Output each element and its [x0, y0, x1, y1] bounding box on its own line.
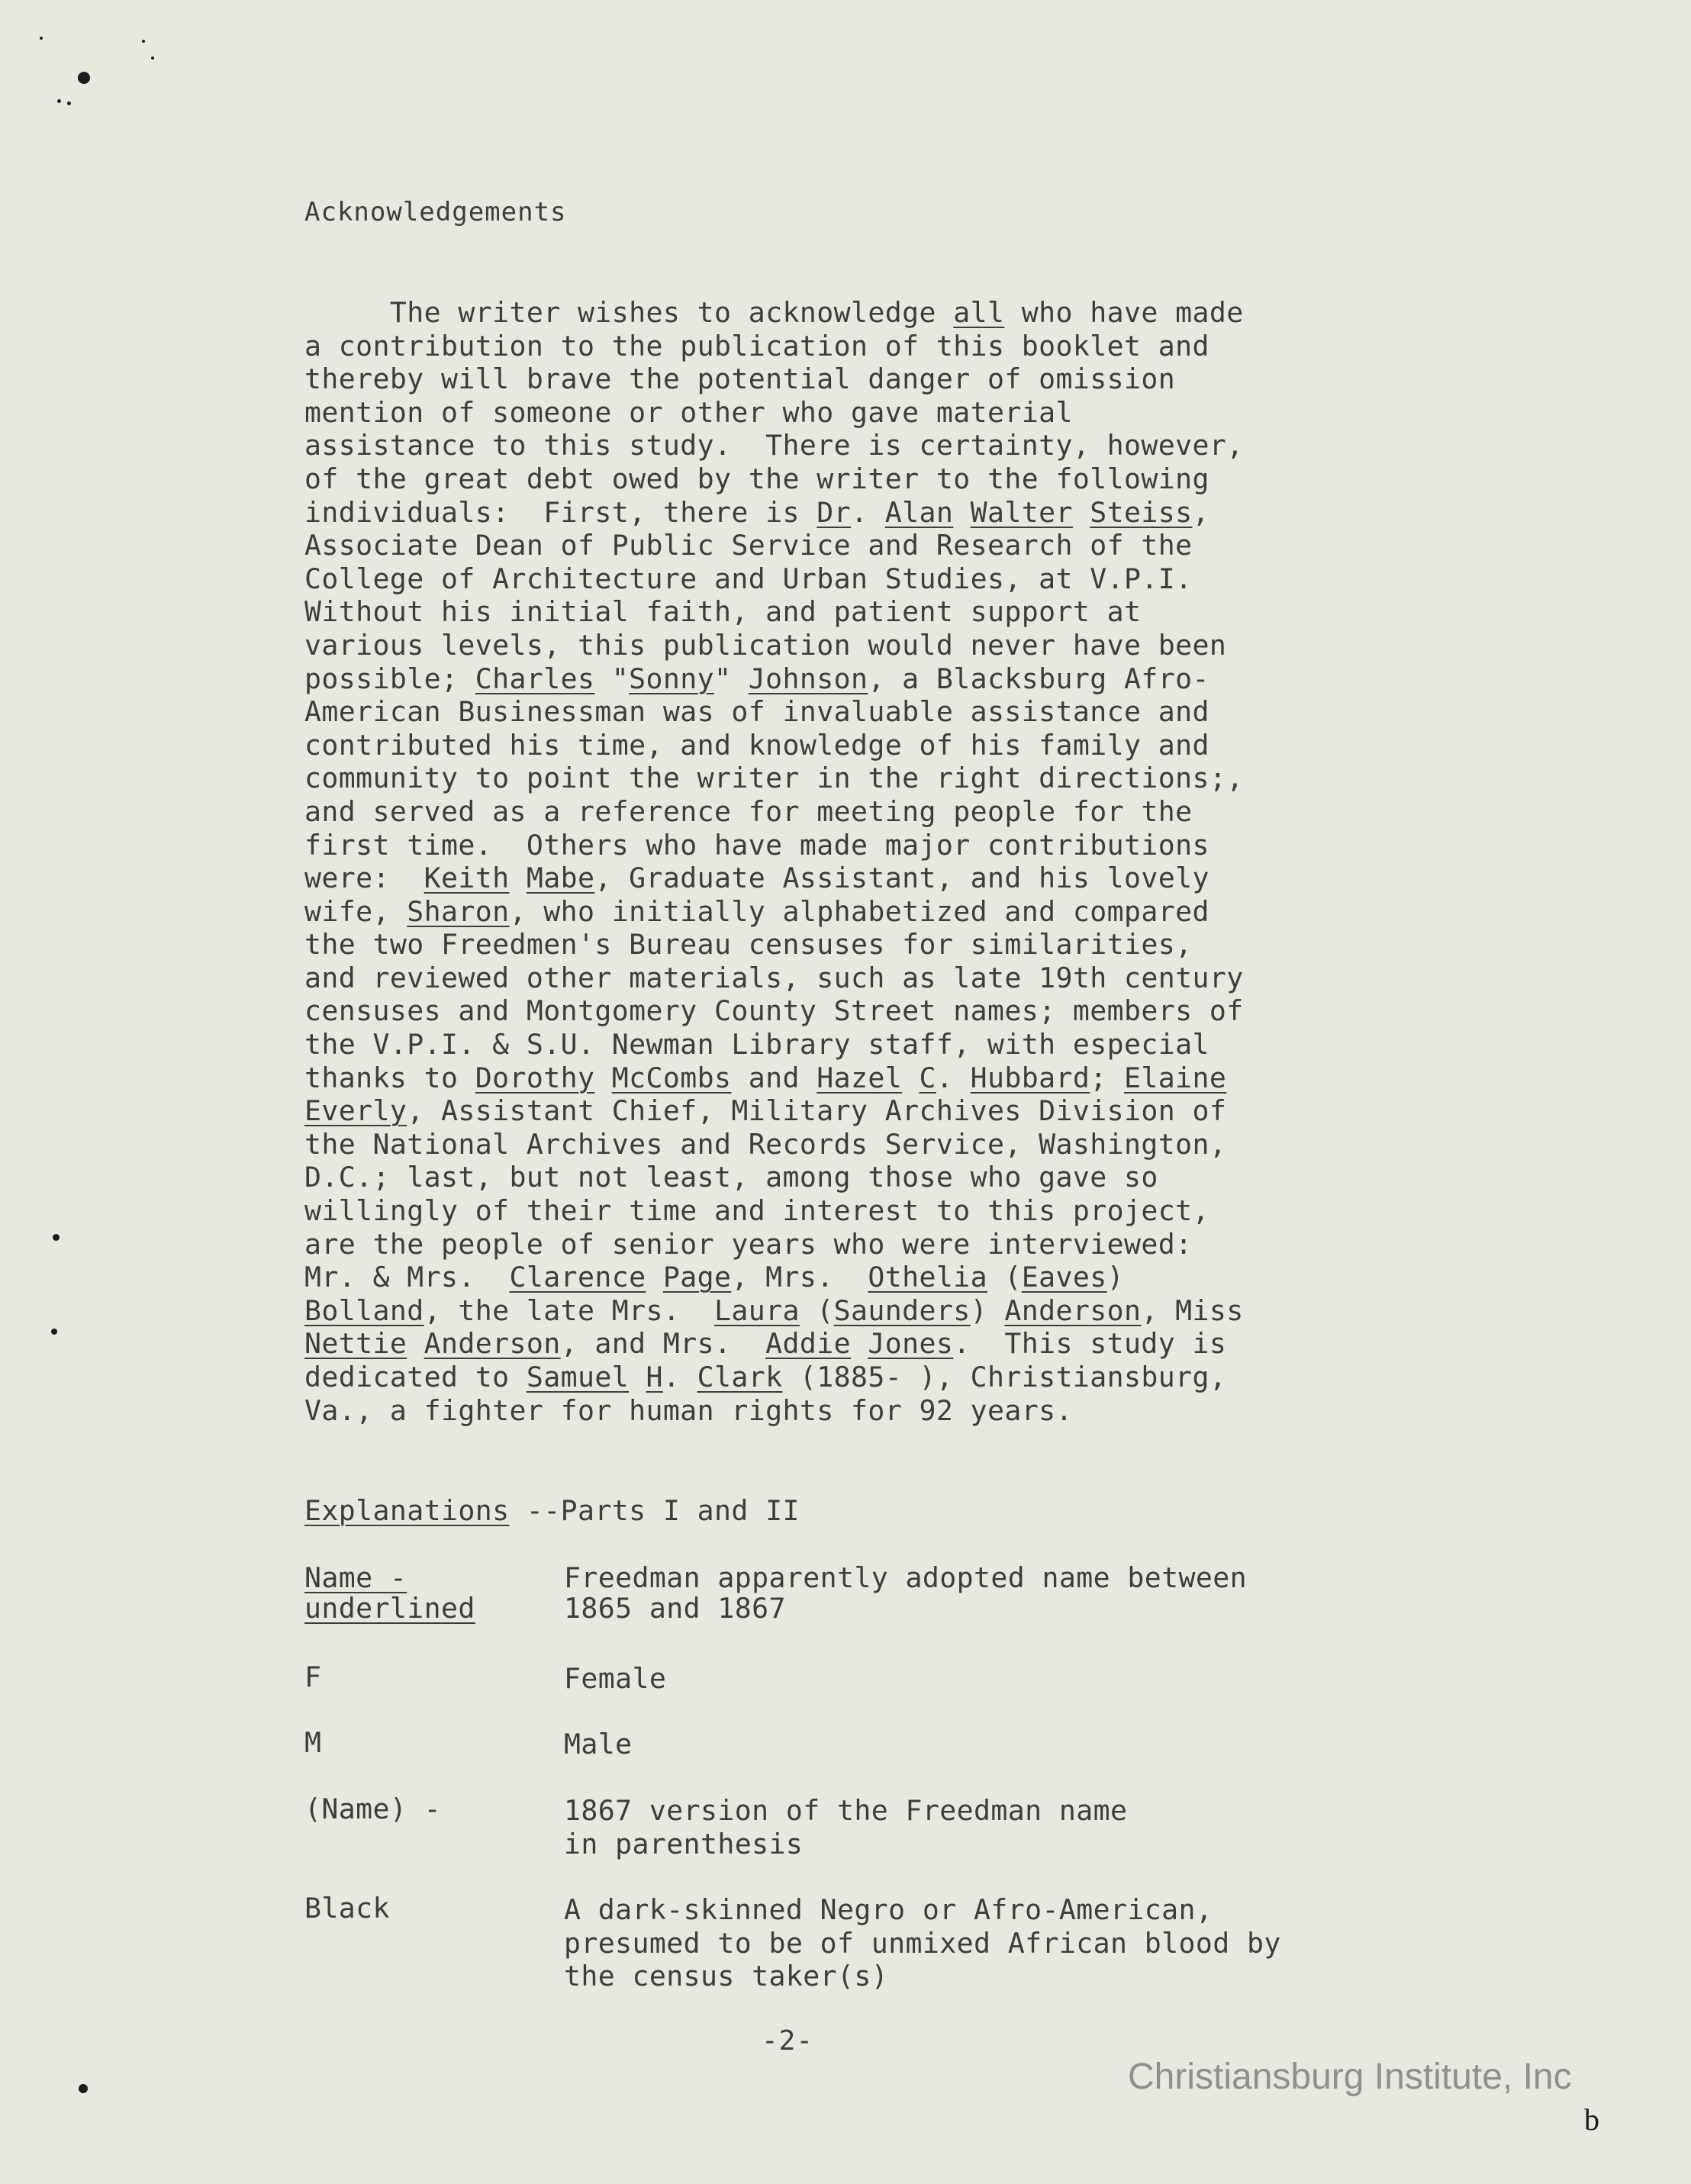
explanation-definition [564, 1893, 1281, 1993]
text-segment: , Mrs. [731, 1261, 868, 1294]
text-segment: Associate Dean of Public Service and Research of the [304, 529, 1193, 562]
underlined-text: Saunders [833, 1293, 971, 1327]
underlined-text: Keith [424, 862, 510, 895]
paragraph-line [304, 330, 1403, 363]
explanation-definition-line: Male [564, 1728, 633, 1760]
text-segment: ) [1106, 1261, 1124, 1294]
text-segment: wife, [304, 894, 407, 928]
ink-speck [51, 1329, 57, 1335]
text-segment: ( [987, 1261, 1022, 1294]
explanation-term-line: underlined [304, 1592, 475, 1625]
explanation-definition-line: in parenthesis [564, 1827, 804, 1860]
text-segment: " [594, 662, 630, 695]
text-segment [510, 862, 527, 894]
paragraph-line [304, 994, 1403, 1028]
ink-speck [57, 99, 61, 103]
underlined-text: H [646, 1361, 663, 1393]
underlined-text: Walter [970, 495, 1073, 529]
text-segment: ( [799, 1293, 834, 1327]
underlined-text: Anderson [424, 1327, 561, 1361]
paragraph-line [304, 895, 1403, 929]
explanation-definition-line: presumed to be of unmixed African blood by [564, 1926, 1281, 1960]
ink-speck [142, 40, 145, 43]
archive-watermark: Christiansburg Institute, Inc [1128, 2057, 1572, 2097]
paragraph-line [304, 396, 1403, 430]
paragraph-line [304, 829, 1403, 862]
explanation-term [304, 1893, 390, 1924]
paragraph-line [304, 362, 1403, 396]
text-segment: first time. Others who have made major contributions [304, 828, 1209, 862]
paragraph-line [304, 595, 1403, 629]
text-segment: mention of someone or other who gave material [304, 395, 1073, 429]
underlined-text: Alan [884, 495, 954, 529]
text-segment: , Assistant Chief, Military Archives Division of [407, 1094, 1227, 1128]
underlined-text: Othelia [868, 1261, 987, 1294]
explanations-heading [304, 1494, 800, 1527]
explanation-definition-line: the census taker(s) [564, 1960, 889, 1993]
paragraph-line [304, 429, 1403, 462]
paragraph-line [304, 496, 1403, 530]
explanation-definition-line: Freedman apparently adopted name between [564, 1561, 1247, 1594]
paragraph-line [304, 695, 1403, 729]
ink-speck [79, 2084, 88, 2093]
paragraph-line [304, 1161, 1403, 1194]
explanation-term-line: F [304, 1661, 322, 1693]
underlined-text: Everly [304, 1094, 407, 1128]
page-title: Acknowledgements [304, 197, 567, 227]
page-number: -2- [762, 2025, 814, 2057]
paragraph-line [304, 1094, 1403, 1128]
text-segment [646, 1261, 663, 1293]
explanation-definition-line: 1867 version of the Freedman name [564, 1794, 1128, 1827]
explanation-term-line: Black [304, 1892, 390, 1925]
text-segment: American Businessman was of invaluable assistance and [304, 695, 1209, 729]
text-segment: Va., a fighter for human rights for 92 years. [304, 1393, 1073, 1427]
paragraph-line [304, 662, 1403, 696]
text-segment: , a Blacksburg Afro- [868, 662, 1209, 695]
underlined-text: Clark [697, 1361, 783, 1393]
ink-speck [40, 37, 43, 40]
text-segment: were: [304, 862, 424, 895]
paragraph-line [304, 1294, 1403, 1328]
underlined-text: Elaine [1124, 1061, 1227, 1094]
paragraph-line [304, 562, 1403, 596]
underlined-text: Laura [714, 1293, 800, 1327]
underlined-text: Hubbard [970, 1061, 1090, 1094]
paragraph-line [304, 462, 1403, 496]
paragraph-line [304, 629, 1403, 662]
text-segment: D.C.; last, but not least, among those who gave so [304, 1161, 1158, 1194]
explanation-term-line: Name - [304, 1561, 407, 1594]
text-segment: (1885- ), Christiansburg, [782, 1361, 1227, 1393]
underlined-text: Samuel [526, 1361, 630, 1393]
text-segment: College of Architecture and Urban Studies, at V.P.I. [304, 562, 1193, 595]
paragraph-line [304, 795, 1403, 829]
explanation-term [304, 1794, 441, 1825]
ink-speck [67, 101, 71, 105]
underlined-text: Hazel [817, 1061, 903, 1094]
underlined-text: Nettie [304, 1327, 407, 1361]
underlined-text: Clarence [509, 1261, 646, 1294]
text-segment: ) [970, 1293, 1005, 1327]
underlined-text: Jones [868, 1327, 954, 1361]
underlined-text: Bolland [304, 1293, 424, 1327]
underlined-text: Eaves [1021, 1261, 1107, 1294]
underlined-text: Addie [765, 1327, 851, 1361]
text-segment: , who initially alphabetized and compared [509, 894, 1209, 928]
text-segment: , Miss [1141, 1293, 1244, 1327]
text-segment: " [714, 662, 749, 695]
underlined-text: C [919, 1061, 936, 1094]
text-segment: thereby will brave the potential danger of omission [304, 362, 1176, 396]
explanation-definition [564, 1794, 1127, 1860]
paragraph-line [304, 729, 1403, 762]
paragraph-line [304, 1061, 1403, 1095]
text-segment: the two Freedmen's Bureau censuses for similarities, [304, 928, 1193, 962]
text-segment: individuals: First, there is [304, 495, 817, 529]
paragraph-line [304, 1228, 1403, 1261]
text-segment [407, 1327, 424, 1360]
explanations-heading-suffix: --Parts I and II [509, 1494, 800, 1527]
text-segment: , [1192, 495, 1209, 529]
paragraph-line [304, 296, 1403, 330]
underlined-text: Charles [475, 662, 595, 695]
explanation-term [304, 1563, 475, 1624]
underlined-text: Johnson [748, 662, 868, 695]
text-segment: and served as a reference for meeting people for the [304, 794, 1193, 828]
underlined-text: Dorothy [475, 1061, 595, 1094]
underlined-text: Page [662, 1261, 732, 1294]
underlined-text: Sonny [629, 662, 714, 695]
text-segment: of the great debt owed by the writer to the following [304, 462, 1209, 495]
text-segment: various levels, this publication would never have been [304, 628, 1227, 662]
text-segment: The writer wishes to acknowledge [304, 296, 954, 329]
text-segment: thanks to [304, 1061, 475, 1094]
text-segment [629, 1361, 646, 1393]
text-segment: . This study is [953, 1327, 1227, 1361]
underlined-text: Sharon [407, 894, 510, 928]
paragraph-line [304, 1028, 1403, 1061]
explanation-definition [564, 1563, 1247, 1624]
paragraph-line [304, 962, 1403, 995]
underlined-text: all [953, 296, 1005, 329]
underlined-text: McCombs [611, 1061, 732, 1094]
text-segment: community to point the writer in the right directions;, [304, 762, 1244, 795]
paragraph-line [304, 862, 1403, 895]
text-segment: and [731, 1061, 817, 1094]
text-segment: the National Archives and Records Service, Washington, [304, 1127, 1227, 1161]
text-segment: a contribution to the publication of this booklet and [304, 329, 1209, 362]
explanation-term-line: M [304, 1726, 322, 1759]
underlined-text: Mabe [526, 862, 595, 895]
text-segment [1073, 496, 1090, 529]
paragraph-line [304, 1394, 1403, 1428]
explanation-definition-line: Female [564, 1662, 667, 1695]
paragraph-line [304, 529, 1403, 562]
acknowledgements-paragraph [304, 296, 1403, 1427]
ink-speck [78, 72, 90, 84]
paragraph-line [304, 928, 1403, 962]
explanation-definition [564, 1728, 633, 1761]
paragraph-line [304, 1361, 1403, 1394]
text-segment [594, 1061, 611, 1094]
text-segment: . [936, 1061, 971, 1094]
handwritten-mark: b [1584, 2102, 1599, 2137]
text-segment: ; [1090, 1061, 1124, 1094]
text-segment: censuses and Montgomery County Street names; members of [304, 994, 1244, 1028]
text-segment: Without his initial faith, and patient support at [304, 595, 1142, 629]
text-segment: possible; [304, 662, 475, 695]
text-segment: willingly of their time and interest to this project, [304, 1194, 1209, 1228]
text-segment: contributed his time, and knowledge of his family and [304, 728, 1209, 762]
text-segment [953, 496, 970, 529]
text-segment: and reviewed other materials, such as late 19th century [304, 961, 1244, 994]
paragraph-line [304, 1128, 1403, 1161]
explanation-term [304, 1728, 321, 1758]
text-segment: Mr. & Mrs. [304, 1261, 510, 1294]
paragraph-line [304, 762, 1403, 795]
text-segment: , Graduate Assistant, and his lovely [594, 862, 1209, 895]
explanations-heading-label: Explanations [304, 1494, 510, 1527]
text-segment: , the late Mrs. [424, 1293, 714, 1327]
ink-speck [151, 56, 154, 60]
text-segment: assistance to this study. There is certainty, however, [304, 429, 1244, 462]
text-segment: . [851, 495, 885, 529]
explanation-term [304, 1662, 321, 1693]
explanation-definition-line: 1865 and 1867 [564, 1592, 786, 1625]
text-segment: . [662, 1361, 697, 1393]
paragraph-line [304, 1327, 1403, 1361]
explanation-definition [564, 1662, 666, 1696]
text-segment: are the people of senior years who were interviewed: [304, 1227, 1193, 1261]
explanation-term-line: (Name) - [304, 1793, 441, 1825]
paragraph-line [304, 1261, 1403, 1294]
paragraph-line [304, 1194, 1403, 1228]
underlined-text: Anderson [1004, 1293, 1142, 1327]
underlined-text: Steiss [1090, 495, 1193, 529]
text-segment: who have made [1004, 296, 1244, 329]
underlined-text: Dr [817, 495, 851, 529]
text-segment [902, 1061, 919, 1094]
text-segment: , and Mrs. [560, 1327, 766, 1361]
ink-speck [53, 1234, 60, 1241]
text-segment: dedicated to [304, 1361, 527, 1393]
text-segment: the V.P.I. & S.U. Newman Library staff, with especial [304, 1028, 1209, 1061]
text-segment [851, 1327, 868, 1360]
explanation-definition-line: A dark-skinned Negro or Afro-American, [564, 1893, 1213, 1926]
